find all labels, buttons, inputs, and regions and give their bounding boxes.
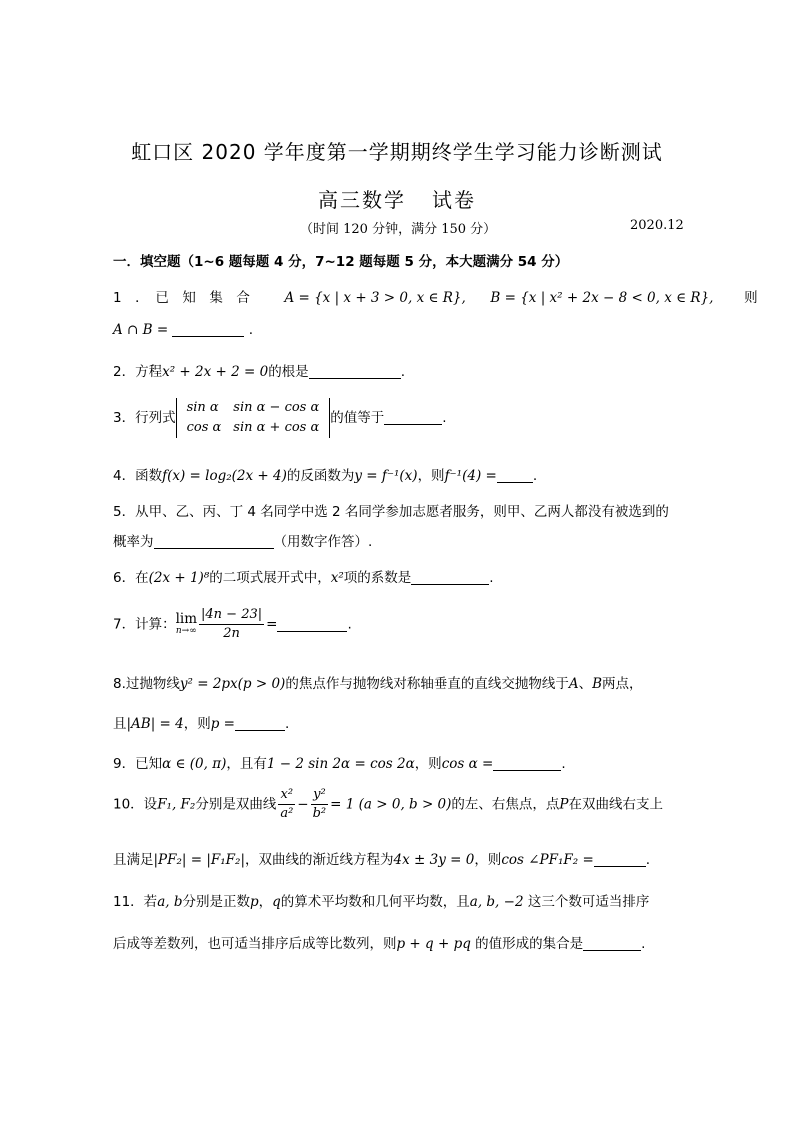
q10-ask: cos ∠PF₁F₂ = bbox=[501, 852, 594, 868]
q10-asymptote: 4x ± 3y = 0 bbox=[393, 852, 475, 868]
question-7 bbox=[113, 606, 352, 643]
q11-q: q bbox=[272, 894, 281, 910]
q11-line2-post: 的值形成的集合是 bbox=[470, 936, 584, 952]
q2-answer-blank[interactable] bbox=[309, 364, 401, 379]
q8-answer-blank[interactable] bbox=[235, 716, 285, 731]
q11-post: 这三个数可适当排序 bbox=[523, 894, 650, 910]
q10-num-x: x² bbox=[278, 786, 295, 805]
question-3 bbox=[113, 398, 447, 438]
q11-expression: p + q + pq bbox=[396, 936, 471, 952]
q8-sep: 、 bbox=[578, 676, 593, 692]
q10-end: . bbox=[645, 852, 651, 868]
q7-pre: 7．计算： bbox=[113, 616, 176, 633]
det-a21: cos α bbox=[186, 420, 222, 435]
question-11-line1 bbox=[113, 890, 649, 910]
q8-ab-length: |AB| = 4 bbox=[126, 716, 184, 732]
q6-end: . bbox=[489, 570, 494, 586]
q11-mid1: 分别是正数 bbox=[182, 894, 250, 910]
q3-answer-blank[interactable] bbox=[384, 410, 442, 425]
q3-pre: 3．行列式 bbox=[113, 410, 176, 426]
q1-tail: 则 bbox=[744, 290, 758, 306]
q8-parabola: y² = 2px(p > 0) bbox=[179, 676, 286, 692]
question-9 bbox=[113, 752, 566, 772]
q9-equation: 1 − 2 sin 2α = cos 2α bbox=[266, 756, 415, 772]
q1-set-a: A = {x | x + 3 > 0, x ∈ R}, bbox=[284, 290, 466, 306]
q11-pre: 11．若 bbox=[113, 894, 158, 910]
q10-den-b: b² bbox=[312, 806, 327, 821]
q9-ask: cos α = bbox=[441, 756, 494, 772]
q8-end: . bbox=[285, 716, 290, 732]
q7-answer-blank[interactable] bbox=[277, 617, 347, 632]
q6-mid: 的二项式展开式中， bbox=[209, 570, 331, 586]
q7-equals: = bbox=[266, 616, 278, 633]
q10-frac-x bbox=[278, 786, 295, 823]
q11-ab: a, b bbox=[157, 894, 183, 910]
q1-set-b: B = {x | x² + 2x − 8 < 0, x ∈ R}, bbox=[490, 290, 714, 306]
section-heading: 一．填空题（1~6 题每题 4 分，7~12 题每题 5 分，本大题满分 54 分） bbox=[113, 254, 569, 270]
q9-condition: α ∈ (0, π) bbox=[162, 756, 227, 772]
question-10-line1 bbox=[113, 786, 663, 823]
q8-point-b: B bbox=[592, 676, 602, 692]
q8-line2-mid: ，则 bbox=[183, 716, 211, 732]
q4-end: . bbox=[532, 468, 538, 484]
q10-answer-blank[interactable] bbox=[594, 852, 646, 867]
q4-value: f⁻¹(4) = bbox=[444, 468, 497, 484]
q8-line1-end: 两点， bbox=[602, 676, 643, 692]
q4-inverse: y = f⁻¹(x) bbox=[354, 468, 418, 484]
det-a12: sin α − cos α bbox=[233, 400, 320, 415]
q6-term: x² bbox=[330, 570, 344, 586]
q5-pre: 概率为 bbox=[113, 534, 154, 550]
q8-line2-pre: 且 bbox=[113, 716, 127, 732]
exam-info: （时间 120 分钟，满分 150 分） bbox=[300, 222, 497, 237]
q7-numerator: |4n − 23| bbox=[199, 606, 264, 625]
exam-date: 2020.12 bbox=[630, 218, 684, 233]
question-5-line1: 5．从甲、乙、丙、丁 4 名同学中选 2 名同学参加志愿者服务，则甲、乙两人都没有被选到的 bbox=[113, 504, 669, 520]
q9-mid: ，且有 bbox=[226, 756, 267, 772]
q11-line2-pre: 后成等差数列，也可适当排序后成等比数列，则 bbox=[113, 936, 397, 952]
q8-pre: 8.过抛物线 bbox=[113, 676, 180, 692]
q10-point-p: P bbox=[559, 796, 569, 813]
question-10-line2 bbox=[113, 848, 650, 868]
q9-mid2: ，则 bbox=[414, 756, 442, 772]
question-11-line2 bbox=[113, 932, 645, 952]
question-2 bbox=[113, 360, 405, 380]
q7-fraction bbox=[199, 606, 264, 643]
q11-answer-blank[interactable] bbox=[583, 936, 641, 951]
q3-determinant bbox=[176, 398, 331, 438]
det-a22: sin α + cos α bbox=[233, 420, 320, 435]
q10-den-a: a² bbox=[280, 806, 294, 821]
q7-denominator: 2n bbox=[223, 626, 240, 641]
exam-subtitle bbox=[0, 184, 794, 213]
q2-equation: x² + 2x + 2 = 0 bbox=[162, 364, 269, 380]
question-8-line1 bbox=[113, 672, 643, 692]
q10-line2-mid: ，双曲线的渐近线方程为 bbox=[245, 852, 394, 868]
q8-point-a: A bbox=[568, 676, 579, 692]
q11-p: p bbox=[249, 894, 259, 910]
q5-answer-blank[interactable] bbox=[154, 534, 274, 549]
q6-binomial: (2x + 1)⁸ bbox=[148, 570, 210, 586]
q10-line2-pre: 且满足 bbox=[113, 852, 154, 868]
q9-end: . bbox=[561, 756, 566, 772]
lim-text: lim bbox=[175, 610, 198, 627]
q11-mid2: 的算术平均数和几何平均数，且 bbox=[280, 894, 470, 910]
q1-label: 1 ． 已 知 集 合 bbox=[113, 290, 250, 306]
q8-p: p = bbox=[210, 716, 235, 732]
q10-rhs: = 1 (a > 0, b > 0) bbox=[330, 796, 452, 813]
subtitle-subject: 高三数学 bbox=[318, 188, 406, 212]
question-1-line1 bbox=[113, 286, 758, 306]
q10-post2: 在双曲线右支上 bbox=[568, 796, 664, 813]
q10-minus: − bbox=[297, 796, 309, 813]
q7-end: . bbox=[347, 616, 352, 633]
q4-function: f(x) = log₂(2x + 4) bbox=[162, 468, 287, 484]
question-4 bbox=[113, 464, 537, 484]
q10-condition: |PF₂| = |F₁F₂| bbox=[153, 852, 246, 868]
q7-limit bbox=[175, 610, 198, 637]
question-8-line2 bbox=[113, 712, 289, 732]
subtitle-paper: 试卷 bbox=[432, 188, 476, 212]
q6-pre: 6．在 bbox=[113, 570, 149, 586]
q10-post: 的左、右焦点，点 bbox=[451, 796, 560, 813]
lim-subscript: n→∞ bbox=[175, 625, 197, 636]
q4-answer-blank[interactable] bbox=[497, 468, 533, 483]
q3-post: 的值等于 bbox=[330, 410, 385, 426]
q2-end: . bbox=[400, 364, 405, 380]
det-a11: sin α bbox=[186, 400, 219, 415]
q5-post: （用数字作答）. bbox=[273, 534, 373, 550]
q11-sep: ， bbox=[258, 894, 273, 910]
q3-end: . bbox=[442, 410, 447, 426]
q4-pre: 4．函数 bbox=[113, 468, 163, 484]
q2-post: 的根是 bbox=[268, 364, 309, 380]
q6-answer-blank[interactable] bbox=[411, 570, 489, 585]
q9-answer-blank[interactable] bbox=[493, 756, 561, 771]
q10-pre: 10．设 bbox=[113, 796, 158, 813]
q10-mid: 分别是双曲线 bbox=[195, 796, 277, 813]
question-1-line2 bbox=[113, 322, 253, 338]
q11-end: . bbox=[641, 936, 646, 952]
q10-frac-y bbox=[311, 786, 329, 823]
q8-post: 的焦点作与抛物线对称轴垂直的直线交抛物线于 bbox=[285, 676, 569, 692]
q10-foci: F₁, F₂ bbox=[157, 796, 196, 813]
q11-triple: a, b, −2 bbox=[469, 894, 524, 910]
q6-post: 项的系数是 bbox=[343, 570, 412, 586]
q1-answer-blank[interactable] bbox=[172, 322, 244, 337]
q2-pre: 2．方程 bbox=[113, 364, 163, 380]
q10-line2-mid2: ，则 bbox=[474, 852, 502, 868]
question-6 bbox=[113, 566, 494, 586]
q4-mid2: ，则 bbox=[417, 468, 445, 484]
q1-intersection: A ∩ B = bbox=[113, 322, 169, 338]
q4-mid: 的反函数为 bbox=[286, 468, 355, 484]
exam-title: 虹口区 2020 学年度第一学期期终学生学习能力诊断测试 bbox=[131, 140, 663, 164]
q9-pre: 9．已知 bbox=[113, 756, 163, 772]
question-5-line2 bbox=[113, 530, 372, 550]
q1-end: . bbox=[248, 322, 254, 338]
q10-num-y: y² bbox=[311, 786, 329, 805]
